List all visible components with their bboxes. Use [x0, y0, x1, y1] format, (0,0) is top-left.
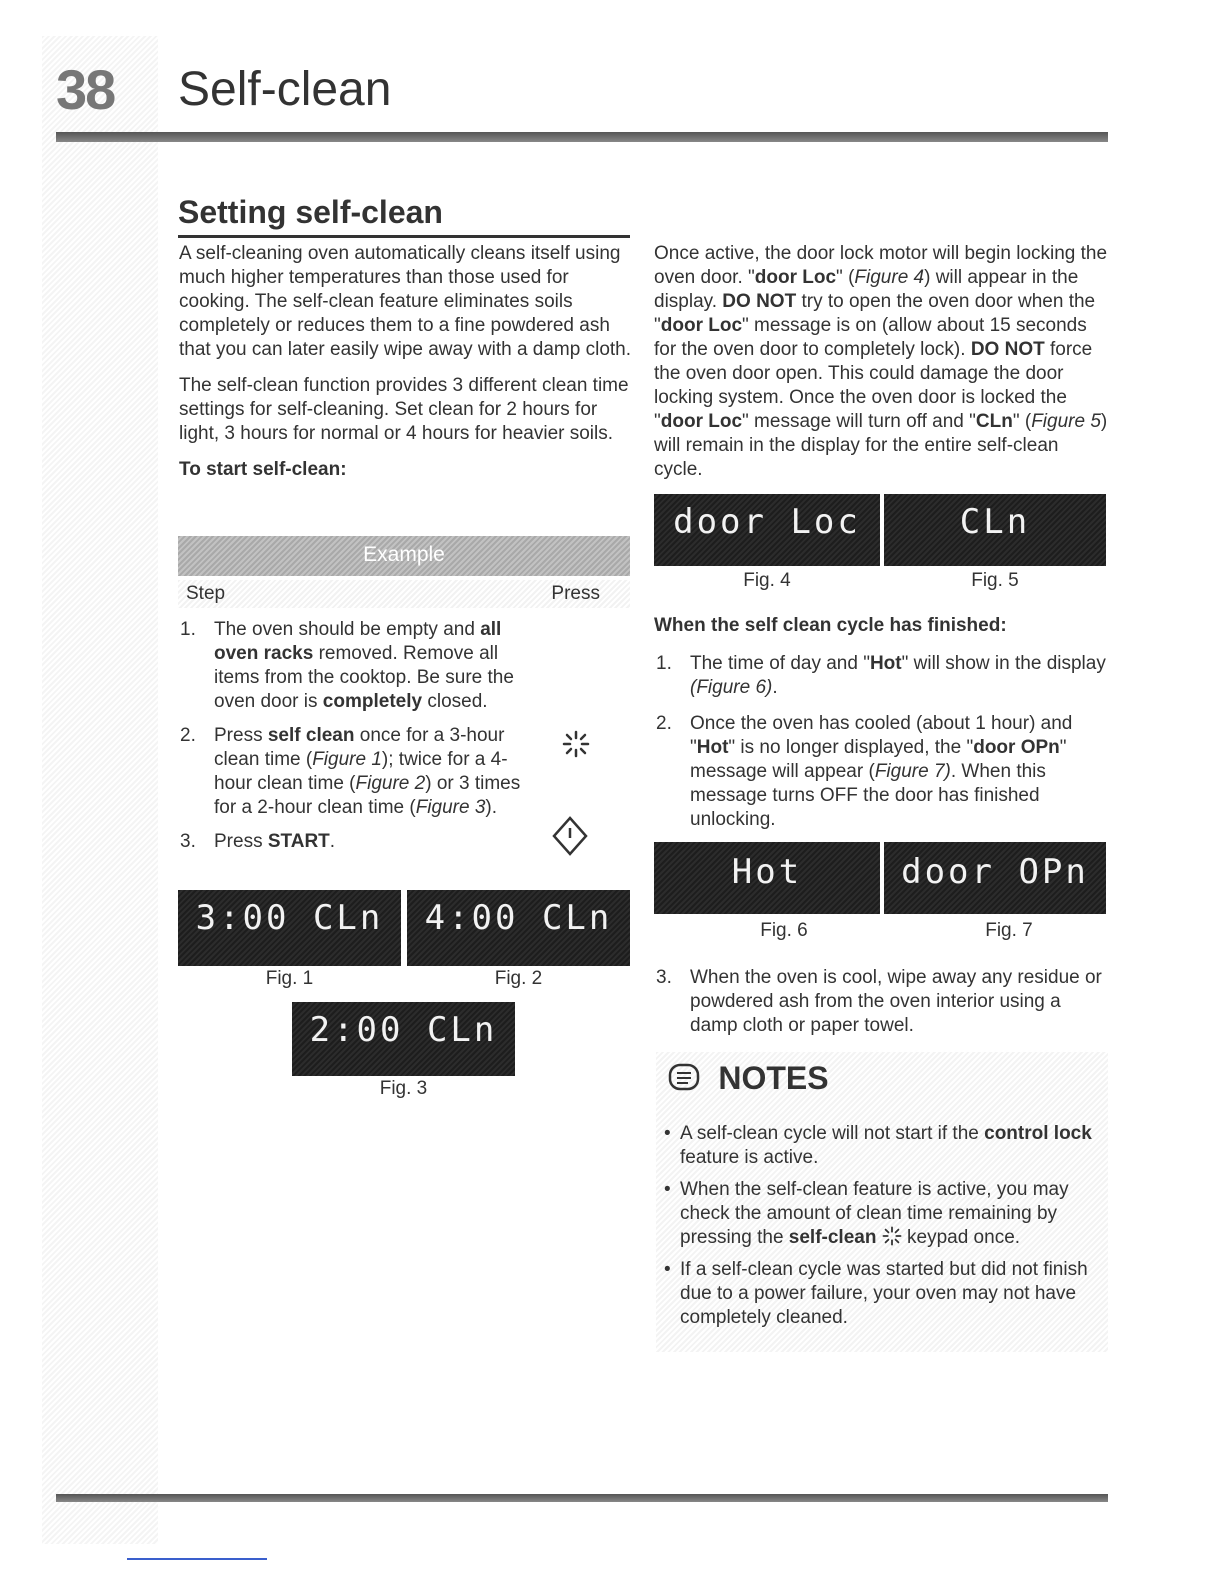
start-icon-svg [552, 816, 588, 856]
text: try to open the oven door when the " [654, 291, 1096, 336]
step-number: 1. [180, 619, 196, 640]
bold-text: self-clean [788, 1227, 877, 1248]
bold-text: door Loc [660, 411, 743, 432]
note-item [662, 1122, 1102, 1170]
lcd-figure-1: 3:00 CLn [178, 890, 401, 966]
lcd-figure-4: door Loc [654, 494, 880, 566]
step-text: removed. Remove all items from the cooktop. Be sure the oven door is [214, 643, 514, 712]
step-text: Press [214, 831, 268, 852]
step-bold: START [267, 831, 330, 852]
header-rule [56, 132, 1108, 142]
bullet: • [664, 1123, 671, 1144]
italic-text: Figure 5 [1031, 411, 1101, 432]
door-lock-paragraph [654, 242, 1110, 482]
step-text: ); twice for a 4-hour clean time ( [214, 749, 508, 794]
step-bold: self clean [267, 725, 355, 746]
figure-label: Fig. 4 [743, 570, 791, 591]
text: A self-clean cycle will not start if the [680, 1123, 985, 1144]
text: . When this message turns OFF the door has finished unlocking. [690, 761, 1046, 830]
italic-text: (Figure 6) [690, 677, 773, 698]
text: " message will turn off and " [742, 411, 976, 432]
figure-label: Fig. 3 [379, 1078, 428, 1099]
step-italic: Figure 1 [312, 749, 382, 770]
italic-text: Figure 7) [874, 761, 951, 782]
text: When the self-clean feature is active, you may check the amount of clean time remaining by pressing the [680, 1179, 1069, 1248]
finished-heading: When the self clean cycle has finished: [654, 615, 1007, 636]
step-text: Press [214, 725, 268, 746]
example-bar: Example [178, 536, 630, 576]
finished-step [654, 712, 1110, 832]
step-number: 2. [656, 713, 672, 734]
finished-section [654, 614, 1110, 842]
figure-label: Fig. 1 [265, 968, 314, 989]
start-icon [552, 816, 588, 860]
text: When the oven is cool, wipe away any residue or powdered ash from the oven interior using a damp cloth or paper towel. [690, 967, 1102, 1036]
text: The time of day and " [690, 653, 870, 674]
notes-box [656, 1052, 1108, 1352]
intro-paragraph-2: The self-clean function provides 3 different clean time settings for self-cleaning. Set clean for 2 hours for light, 3 hours for normal or 4 hours for heavier soils. [179, 375, 629, 444]
self-clean-icon [562, 730, 590, 762]
bold-text: door Loc [754, 267, 837, 288]
text: " message will appear ( [690, 737, 1067, 782]
step-text: . [329, 831, 336, 852]
side-texture [42, 36, 158, 1544]
text: " ( [836, 267, 855, 288]
finished-step [654, 966, 1110, 1038]
step-italic: Figure 2 [355, 773, 426, 794]
notes-icon-svg [668, 1063, 702, 1093]
text: " message is on (allow about 15 seconds for the oven door to completely lock). [654, 315, 1087, 360]
figure-label: Fig. 5 [971, 570, 1019, 591]
figure-label: Fig. 6 [760, 920, 808, 941]
bold-text: Hot [696, 737, 729, 758]
bold-text: DO NOT [722, 291, 797, 312]
footer-link-underline [127, 1558, 267, 1560]
left-column [179, 242, 634, 494]
text: Once active, the door lock motor will begin locking the oven door. " [654, 243, 1108, 288]
text: ) will remain in the display for the entire self-clean cycle. [654, 411, 1108, 480]
press-column-label: Press [551, 583, 600, 604]
step-item [178, 618, 538, 714]
notes-icon [668, 1063, 710, 1096]
step-column-label: Step [186, 583, 226, 604]
step-text: closed. [422, 691, 488, 712]
text: force the oven door open. This could damage the door locking system. Once the oven door is locked the " [654, 339, 1093, 432]
bullet: • [664, 1259, 671, 1280]
step-item [178, 724, 538, 820]
text: . [772, 677, 778, 698]
intro-paragraph-1: A self-cleaning oven automatically cleans itself using much higher temperatures than those used for cooking. The self-clean feature eliminates soils completely or reduces them to a fine powdered ash that you can later easily wipe away with a damp cloth. [179, 243, 632, 360]
bold-text: Hot [869, 653, 902, 674]
notes-title: NOTES [718, 1060, 829, 1096]
text: ) will appear in the display. [654, 267, 1079, 312]
step-number: 3. [656, 967, 672, 988]
step-press-header [178, 580, 630, 608]
finished-step-3-block [654, 966, 1110, 1048]
page-number: 38 [56, 58, 115, 121]
bold-text: CLn [975, 411, 1013, 432]
bold-text: door OPn [973, 737, 1060, 758]
step-number: 3. [180, 831, 196, 852]
text: feature is active. [680, 1147, 819, 1168]
lcd-figure-3: 2:00 CLn [292, 1002, 515, 1076]
step-text: once for a 3-hour clean time ( [214, 725, 505, 770]
italic-text: Figure 4 [854, 267, 925, 288]
text: keypad once. [901, 1227, 1021, 1248]
right-column [654, 242, 1110, 494]
step-number: 1. [656, 653, 672, 674]
page-title: Self-clean [178, 63, 392, 116]
notes-heading [668, 1060, 829, 1097]
note-item [662, 1178, 1102, 1250]
step-bold: completely [322, 691, 423, 712]
step-italic: Figure 3 [415, 797, 486, 818]
step-text: The oven should be empty and [214, 619, 481, 640]
step-number: 2. [180, 725, 196, 746]
step-text: ). [485, 797, 498, 818]
lcd-figure-5: CLn [884, 494, 1106, 566]
lcd-figure-7: door OPn [884, 842, 1106, 914]
bullet: • [664, 1179, 671, 1200]
lcd-figure-2: 4:00 CLn [407, 890, 630, 966]
section-heading: Setting self-clean [178, 194, 630, 238]
to-start-heading: To start self-clean: [179, 459, 347, 480]
notes-list [662, 1122, 1102, 1338]
step-text: ) or 3 times for a 2-hour clean time ( [214, 773, 521, 818]
step-bold: all oven racks [214, 619, 502, 664]
self-clean-icon [882, 1226, 902, 1246]
bold-text: control lock [984, 1123, 1092, 1144]
figure-label: Fig. 7 [985, 920, 1033, 941]
finished-step [654, 652, 1110, 700]
text: " will show in the display [901, 653, 1106, 674]
lcd-figure-6: Hot [654, 842, 880, 914]
text: " is no longer displayed, the " [728, 737, 974, 758]
steps-list [178, 618, 538, 864]
bold-text: door Loc [660, 315, 743, 336]
self-clean-icon-svg [562, 730, 590, 758]
text: If a self-clean cycle was started but did not finish due to a power failure, your oven may not have completely cleaned. [680, 1259, 1088, 1328]
note-item [662, 1258, 1102, 1330]
text: Once the oven has cooled (about 1 hour) and " [690, 713, 1073, 758]
figure-label: Fig. 2 [494, 968, 543, 989]
step-item [178, 830, 538, 854]
text: " ( [1012, 411, 1032, 432]
footer-rule [56, 1494, 1108, 1502]
bold-text: DO NOT [970, 339, 1045, 360]
